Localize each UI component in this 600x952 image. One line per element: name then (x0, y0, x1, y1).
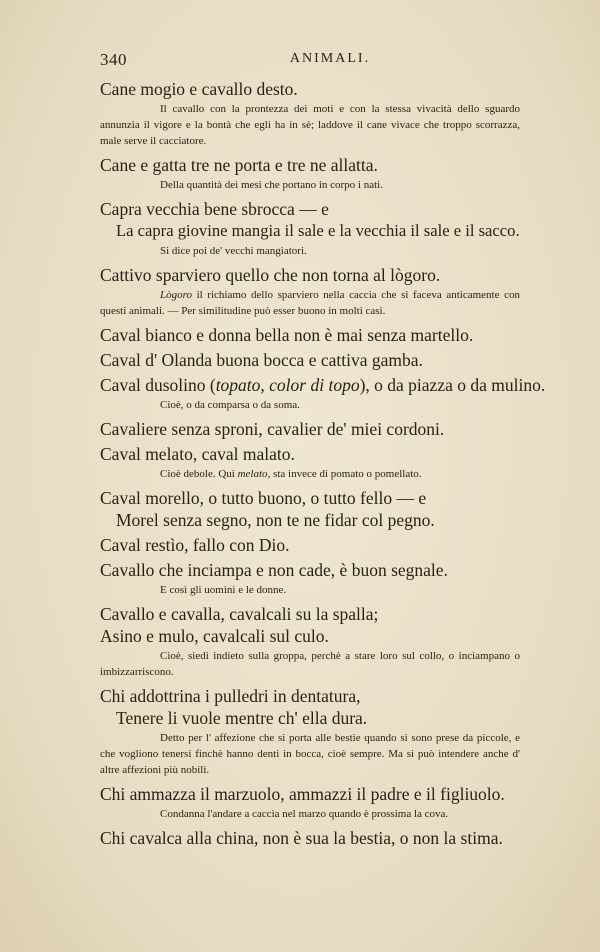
proverb-line: Capra vecchia bene sbrocca — e (100, 199, 329, 219)
proverb-entry (100, 827, 520, 849)
proverb-line: Cane mogio e cavallo desto. (100, 79, 298, 99)
proverb-line: La capra giovine mangia il sale e la vecchia il sale e il sacco. (116, 221, 520, 240)
proverb-entry (100, 534, 520, 556)
proverb-note: Detto per l' affezione che si porta alle bestie quando si sono prese da piccole, e che vogliono tenersi finchè hanno denti in bocca, cioè sempre. Ma si può intendere anche d' altre affezioni più nobili. (100, 732, 520, 776)
proverb-line: Chi addottrina i pulledri in dentatura, (100, 686, 361, 706)
proverb-note: E così gli uomini e le donne. (160, 584, 287, 596)
proverb-entry (100, 374, 546, 413)
proverb-list (100, 78, 546, 849)
proverb-note: Cioè, siedi indieto sulla groppa, perchè a stare loro sul collo, o inciampano o imbizzarriscono. (100, 650, 520, 678)
proverb-line: Tenere li vuole mentre ch' ella dura. (116, 708, 368, 728)
page-number: 340 (100, 50, 127, 69)
proverb-line: Caval morello, o tutto buono, o tutto fello — e (100, 488, 427, 508)
proverb-line: Cane e gatta tre ne porta e tre ne allatta. (100, 155, 378, 175)
proverb-line: Asino e mulo, cavalcali sul culo. (100, 626, 329, 646)
proverb-line: Chi ammazza il marzuolo, ammazzi il padre e il figliuolo. (100, 784, 505, 804)
proverb-entry (100, 685, 520, 778)
proverb-entry (100, 443, 520, 482)
proverb-line: Cattivo sparviero quello che non torna al lògoro. (100, 265, 441, 285)
proverb-note (100, 466, 520, 482)
note-text: il richiamo dello sparviero nella caccia che si faceva anticamente con questi animali. — Per similitudine può esser buono in molti casi. (100, 289, 520, 317)
proverb-entry (100, 324, 520, 346)
note-text: Cioè debole. Qui (160, 468, 238, 480)
proverb-entry (100, 78, 520, 149)
proverb-text: Caval dusolino ( (100, 375, 216, 395)
proverb-line: Caval restìo, fallo con Dio. (100, 535, 290, 555)
proverb-entry (100, 783, 520, 822)
proverb-note (100, 287, 520, 319)
proverb-text: ), o da piazza o da mulino. (359, 375, 546, 395)
proverb-entry (100, 603, 520, 680)
proverb-entry (100, 154, 520, 193)
proverb-note: Si dice poi de' vecchi mangiatori. (160, 245, 307, 257)
proverb-note: Condanna l'andare a caccia nel marzo quando è prossima la cova. (160, 808, 449, 820)
proverb-line: Cavaliere senza sproni, cavalier de' miei cordoni. (100, 419, 445, 439)
proverb-note: Il cavallo con la prontezza dei moti e con la stessa vivacità dello sguardo annunzia il vigore e la bontà che egli ha in sè; laddove il cane vivace che troppo scorrazza, male serve il cacciatore. (100, 103, 520, 147)
proverb-line: Chi cavalca alla china, non è sua la bestia, o non la stima. (100, 828, 503, 848)
proverb-line: Caval d' Olanda buona bocca e cattiva gamba. (100, 350, 423, 370)
proverb-line: Caval melato, caval malato. (100, 444, 295, 464)
note-term: melato (237, 468, 268, 480)
running-head: ANIMALI. (289, 51, 371, 66)
note-term: Lògoro (160, 289, 192, 301)
proverb-entry (100, 264, 520, 319)
proverb-line (100, 374, 546, 396)
proverb-note: Della quantità dei mesi che portano in corpo i nati. (160, 179, 383, 191)
note-text: , sta invece di pomato o pomellato. (267, 468, 422, 480)
proverb-line: Morel senza segno, non te ne fidar col pegno. (116, 510, 435, 530)
proverb-line: Caval bianco e donna bella non è mai senza martello. (100, 325, 474, 345)
proverb-entry (100, 559, 520, 598)
proverb-line: Cavallo e cavalla, cavalcali su la spalla; (100, 604, 379, 624)
proverb-note: Cioè, o da comparsa o da soma. (160, 399, 300, 411)
proverb-entry (100, 418, 520, 440)
proverb-gloss: topato, color di topo (215, 375, 360, 395)
proverb-entry (100, 349, 520, 371)
proverb-entry (100, 487, 520, 531)
proverb-line: Cavallo che inciampa e non cade, è buon segnale. (100, 560, 448, 580)
page-header (100, 50, 520, 70)
proverb-entry (100, 198, 520, 259)
